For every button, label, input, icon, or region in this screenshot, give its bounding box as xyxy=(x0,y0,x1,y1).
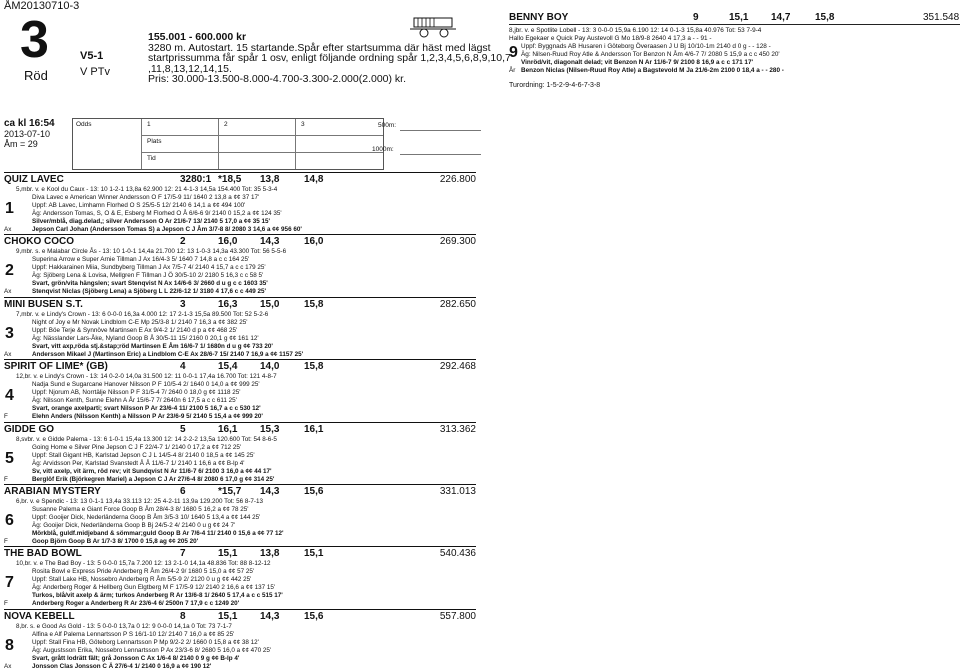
best-time: 16,0 xyxy=(304,236,324,248)
start-number: 6 xyxy=(5,512,14,529)
split-1000m-label: 1000m: xyxy=(372,146,394,153)
prize-money: 292.468 xyxy=(439,361,476,373)
entry-line: Uppf: Gooijer Dick, Nederländerna Goop B Åm 3/5-3 10/ 1640 5 13,4 a ¢¢ 144 25' xyxy=(32,514,261,521)
game-type-2: V PTv xyxy=(80,66,110,78)
example-stat: 15,8 xyxy=(815,12,835,23)
example-line: Äg: Nilsen-Ruud Roy Atle & Andersson Tor Benzon N Åm 4/6-7 7/ 2080 5 15,9 a c c 450 20' xyxy=(521,51,780,58)
example-stat: 14,7 xyxy=(771,12,791,23)
prize-money: 313.362 xyxy=(439,423,476,435)
side-mark: F xyxy=(4,413,8,421)
entry-line: Alfina e Alf Palema Lennartsson P S 16/1-10 12/ 2140 7 16,0 a ¢¢ 85 25' xyxy=(32,630,235,638)
table-divider xyxy=(218,119,219,169)
entry-line: Äg: Nässlander Lars-Åke, Nyland Goop B Å 30/5-11 15/ 2160 0 20,1 g ¢¢ 161 12' xyxy=(32,334,259,342)
entry-line: Äg: Nilsson Kenth, Sunne Elehn A År 15/6-7 7/ 2640n 6 17,5 a c c 611 25' xyxy=(32,397,237,405)
horse-entry xyxy=(4,609,476,671)
entry-line: Anderberg Roger a Anderberg R Ar 23/6-4 6/ 2500n 7 17,9 c c 1249 20' xyxy=(32,600,240,608)
start-number-odds: 4 xyxy=(180,361,186,373)
entry-line: Jepson Carl Johan (Andersson Tomas S) a Jepson C J Åm 3/7-8 8/ 2080 3 14,6 a ¢¢ 956 60' xyxy=(32,226,302,233)
track-code: Åm = 29 xyxy=(4,139,38,149)
best-time: 15,3 xyxy=(260,423,280,435)
start-number: 7 xyxy=(5,574,14,592)
horse-name: CHOKO COCO xyxy=(4,236,74,248)
entry-line: Goop Björn Goop B Ar 1/7-3 8/ 1700 0 15,8 ag ¢¢ 205 20' xyxy=(32,538,199,545)
example-horse-name: BENNY BOY xyxy=(509,12,569,23)
example-line: Hallo Egekaer e Quick Pay Austevoll G Mo 18/9-8 2640 4 17,3 a - - 91 - xyxy=(509,35,712,42)
entry-line: Berglöf Erik (Björkegren Mariel) a Jepson C J Ar 27/6-4 8/ 2080 6 17,0 g ¢¢ 314 25' xyxy=(32,475,275,483)
best-time: 16,1 xyxy=(304,423,324,435)
example-money: 351.548 xyxy=(923,12,960,23)
horse-entry xyxy=(4,484,476,546)
prize-money: 282.650 xyxy=(439,298,476,310)
horse-name: ARABIAN MYSTERY xyxy=(4,486,101,497)
start-number: 8 xyxy=(5,636,14,654)
table-divider xyxy=(141,152,383,153)
prize-money: 226.800 xyxy=(439,174,476,185)
side-mark: Ax xyxy=(4,662,12,670)
odds-label: Odds xyxy=(76,121,92,128)
horse-name: GIDDE GO xyxy=(4,423,55,435)
split-500m-label: 500m: xyxy=(378,122,397,129)
entry-line: 7,mbr. v. e Lindy's Crown - 13: 6 0-0-0 16,3a 4.000 12: 17 2-1-3 15,5a 89.500 Tot: 52 5-2-6 xyxy=(16,310,269,318)
start-number-odds: 5 xyxy=(180,423,186,435)
table-divider xyxy=(141,135,383,136)
entry-line: Superina Arrow e Super Arnie Tillman J Ax 16/4-3 5/ 1640 7 14,8 a c c 164 25' xyxy=(32,256,250,264)
divider xyxy=(509,24,960,25)
prize-money: 540.436 xyxy=(439,548,476,560)
entry-line: Uppf: AB Lavec, Limhamn Florhed O S 25/5-5 12/ 2140 6 14,1 a ¢¢ 494 100' xyxy=(32,202,246,209)
best-time: 15,1 xyxy=(304,548,324,560)
example-line: Vinröd/vit, diagonalt delad; vit Benzon N Ar 11/6-7 9/ 2100 8 16,9 a c c 171 17' xyxy=(521,59,754,66)
turordning: Turordning: 1-5-2-9-4-6-7-3-8 xyxy=(509,82,601,89)
entry-divider xyxy=(4,546,476,547)
entry-line: Andersson Mikael J (Martinson Eric) a Lindblom C-E Ax 28/6-7 15/ 2140 7 16,9 a ¢¢ 1157 25' xyxy=(32,350,304,358)
entry-line: Svart, vitt axp,röda stj.&stap;röd Martinsen E Åm 16/6-7 1/ 1680n d u g ¢¢ 733 20' xyxy=(32,342,273,350)
best-time: 14,8 xyxy=(304,174,324,185)
entry-line: Äg: Gooijer Dick, Nederländerna Goop B Bj 24/5-2 4/ 2140 0 u g ¢¢ 24 7' xyxy=(32,522,236,529)
col-1: 1 xyxy=(147,121,151,128)
entry-divider xyxy=(4,172,476,173)
race-time-block xyxy=(4,118,55,149)
entry-line: Jonsson Clas Jonsson C Ä 27/6-4 1/ 2140 0 16,9 a ¢¢ 190 12' xyxy=(32,662,212,670)
example-side-mark: År xyxy=(509,67,516,74)
entry-divider xyxy=(4,484,476,485)
best-time: 15,1 xyxy=(218,610,238,622)
race-date: 2013-07-10 xyxy=(4,129,51,139)
start-number: 3 xyxy=(5,324,14,342)
race-conditions-line: startprissumma får spår 1 osv, enligt följande ordning spår 1,2,3,4,5,6,8,9,10,7 xyxy=(148,52,511,64)
col-2: 2 xyxy=(224,121,228,128)
entry-line: Elehn Anders (Nilsson Kenth) a Nilsson P Ar 23/6-9 5/ 2140 5 15,4 a ¢¢ 999 20' xyxy=(32,413,263,421)
race-number: 3 xyxy=(20,11,49,69)
entry-divider xyxy=(4,422,476,423)
entry-line: Uppf: Njorum AB, Norrtälje Nilsson P F 31/5-4 7/ 2640 0 18,0 g ¢¢ 1118 25' xyxy=(32,389,241,397)
best-time: 15,0 xyxy=(260,298,280,310)
start-number: 1 xyxy=(5,200,14,217)
best-time: 14,0 xyxy=(260,361,280,373)
table-divider xyxy=(141,119,142,169)
horse-name: THE BAD BOWL xyxy=(4,548,82,560)
horse-entry xyxy=(4,359,476,421)
best-time: 14,3 xyxy=(260,610,280,622)
entry-line: Äg: Arvidsson Per, Karlstad Svanstedt Å Å 11/6-7 1/ 2140 1 16,6 a ¢¢ B-lp 4' xyxy=(32,459,245,467)
entry-line: 8,br. s. e Good As Gold - 13: 5 0-0-0 13,7a 0 12: 9 0-0-0 14,1a 0 Tot: 73 7-1-7 xyxy=(16,622,232,630)
entry-line: 9,mbr. s. e Malabar Circle Ås - 13: 10 1-0-1 14,4a 21.700 12: 13 1-0-3 14,3a 43.300 Tot: 56 5-5-6 xyxy=(16,248,287,256)
entry-line: Rosita Bowl e Express Pride Anderberg R Åm 26/4-2 9/ 1680 5 15,0 a ¢¢ 57 25' xyxy=(32,568,255,576)
side-mark: F xyxy=(4,475,8,483)
start-number-odds: 8 xyxy=(180,610,186,622)
best-time: 15,6 xyxy=(304,486,324,497)
horse-entry xyxy=(4,422,476,484)
example-stat: 15,1 xyxy=(729,12,749,23)
game-type: V5-1 xyxy=(80,50,104,62)
entry-line: Stenqvist Niclas (Sjöberg Lena) a Sjöberg L L 22/6-12 1/ 3180 4 17,6 c c 449 25' xyxy=(32,288,267,296)
entry-divider xyxy=(4,359,476,360)
entry-divider xyxy=(4,234,476,235)
prize-money: 331.013 xyxy=(439,486,476,497)
race-conditions-line: 3280 m. Autostart. 15 startande.Spår efter startsumma där häst med lägst xyxy=(148,41,491,54)
side-mark: Ax xyxy=(4,226,12,233)
example-start-number: 9 xyxy=(509,44,518,61)
tid-label: Tid xyxy=(147,155,156,162)
split-1000m-line xyxy=(400,154,481,155)
entry-line: 12,br. v. e Lindy's Crown - 13: 14 0-2-0 14,0a 31.500 12: 11 0-0-1 17,4a 16.700 Tot: 121 4-8-7 xyxy=(16,373,277,381)
best-time: 13,8 xyxy=(260,548,280,560)
entry-line: 8,svbr. v. e Gidde Palema - 13: 6 1-0-1 15,4a 13.300 12: 14 2-2-2 13,5a 120.600 Tot: 54 8-6-5 xyxy=(16,435,277,443)
prize-money: 269.300 xyxy=(439,236,476,248)
horse-name: QUIZ LAVEC xyxy=(4,174,64,185)
horse-entry xyxy=(4,297,476,359)
best-time: 15,4 xyxy=(218,361,238,373)
best-time: *18,5 xyxy=(218,174,242,185)
entry-line: Night of Joy e Mr Novak Lindblom C-E Mp 25/3-8 1/ 2140 7 16,3 a ¢¢ 382 25' xyxy=(32,318,248,326)
horse-name: NOVA KEBELL xyxy=(4,610,75,622)
best-time: *15,7 xyxy=(218,486,242,497)
entry-line: Uppf: Stall Fina HB, Göteborg Lennartsson P Mp 9/2-2 2/ 1660 0 15,8 a ¢¢ 38 12' xyxy=(32,638,259,646)
start-number: 4 xyxy=(5,387,14,405)
best-time: 16,0 xyxy=(218,236,238,248)
start-number: 2 xyxy=(5,262,14,280)
col-3: 3 xyxy=(301,121,305,128)
entry-line: Svart, orange axelparti; svart Nilsson P Ar 23/6-4 11/ 2100 5 16,7 a c c 530 12' xyxy=(32,405,261,413)
side-mark: F xyxy=(4,600,8,608)
start-number-odds: 3 xyxy=(180,298,186,310)
horse-entry xyxy=(4,172,476,234)
entry-line: Susanne Palema e Giant Force Goop B Åm 28/4-3 8/ 1680 5 16,2 a ¢¢ 78 25' xyxy=(32,506,249,513)
horse-name: MINI BUSEN S.T. xyxy=(4,298,83,310)
plats-label: Plats xyxy=(147,138,162,145)
entry-line: Äg: Sjöberg Lena & Lovisa, Mellgren F Tillman J Ö 30/5-10 2/ 2180 5 16,3 c c 58 5' xyxy=(32,272,264,280)
entry-divider xyxy=(4,297,476,298)
entry-line: 10,br. v. e The Bad Boy - 13: 5 0-0-0 15,7a 7.200 12: 13 2-1-0 14,1a 48.836 Tot: 88 8-12-12 xyxy=(16,560,271,568)
best-time: 13,8 xyxy=(260,174,280,185)
entry-line: Äg: Anderberg Roger & Hellberg Gun Elgtberg M F 17/5-9 12/ 2140 2 16,6 a ¢¢ 137 15' xyxy=(32,584,276,592)
entry-divider xyxy=(4,609,476,610)
sulky-icon xyxy=(408,15,458,39)
best-time: 15,8 xyxy=(304,361,324,373)
start-number-odds: 2 xyxy=(180,236,186,248)
entry-line: Uppf: Stall Gigant HB, Karlstad Jepson C J L 14/5-4 8/ 2140 0 18,5 a ¢¢ 145 25' xyxy=(32,451,255,459)
best-time: 15,8 xyxy=(304,298,324,310)
table-divider xyxy=(295,119,296,169)
entry-line: Turkos, blå/vit axelp & ärm; turkos Anderberg R Ar 13/6-8 1/ 2640 5 17,4 a c c 515 17' xyxy=(32,592,283,600)
example-line: 8,jbr. v. e Spotlite Lobell - 13: 3 0-0-0 15,9a 6.190 12: 14 0-1-3 15,8a 40.976 Tot: 53 7-9-4 xyxy=(509,27,762,34)
entry-line: Mörkblå, guldf.midjeband & sömmar;guld Goop B Ar 7/6-4 11/ 2140 0 15,6 a ¢¢ 77 12' xyxy=(32,530,284,537)
side-mark: Ax xyxy=(4,350,12,358)
entry-line: Uppf: Böe Terje & Synnöve Martinsen E Ax 9/4-2 1/ 2140 d p a ¢¢ 468 25' xyxy=(32,326,238,334)
start-time: ca kl 16:54 xyxy=(4,118,55,129)
horse-name: SPIRIT OF LIME* (GB) xyxy=(4,361,108,373)
side-mark: Ax xyxy=(4,288,12,296)
entry-line: Going Home e Silver Pine Jepson C J F 22/4-7 1/ 2140 0 17,2 a ¢¢ 712 25' xyxy=(32,443,242,451)
split-500m-line xyxy=(400,130,481,131)
best-time: 16,1 xyxy=(218,423,238,435)
entry-line: Nadja Sund e Sugarcane Hanover Nilsson P F 10/5-4 2/ 1640 0 14,0 a ¢¢ 999 25' xyxy=(32,381,260,389)
best-time: 14,3 xyxy=(260,236,280,248)
race-info xyxy=(148,32,511,85)
side-mark: F xyxy=(4,538,8,545)
entry-line: Diva Lavec e American Winner Andersson O F 17/5-9 11/ 1640 2 13,8 a ¢¢ 37 17' xyxy=(32,194,260,201)
best-time: 15,6 xyxy=(304,610,324,622)
start-number-odds: 3280:1 xyxy=(180,174,212,185)
prize-range: 155.001 - 600.000 kr xyxy=(148,31,247,43)
race-conditions-line: ,11,8,13,12,14,15. xyxy=(148,62,232,75)
horse-entry xyxy=(4,234,476,296)
start-number-odds: 6 xyxy=(180,486,186,497)
example-horse-number: 9 xyxy=(693,12,699,23)
prize-money: 557.800 xyxy=(439,610,476,622)
example-line: Benzon Niclas (Nilsen-Ruud Roy Atle) a Bagstevold M Ja 21/6-2m 2100 0 18,4 a - - 280 - xyxy=(521,67,784,74)
entry-line: Svart, grått lodrätt fält; grå Jonsson C Ax 1/6-4 8/ 2140 0 9 g ¢¢ B-lp 4' xyxy=(32,654,240,662)
results-table xyxy=(72,118,384,170)
example-line: Uppf: Byggnads AB Husaren i Göteborg Överaasen J U Bj 10/10-1m 2140 d 0 g - - 128 - xyxy=(521,43,771,50)
track-color-label: Röd xyxy=(24,68,48,83)
start-number: 5 xyxy=(5,449,14,467)
document-id: ÅM20130710-3 xyxy=(4,0,80,12)
best-time: 14,3 xyxy=(260,486,280,497)
entry-line: Äg: Andersson Tomas, S, O & E, Esberg M Florhed O Å 6/6-6 9/ 2140 0 15,2 a ¢¢ 124 35' xyxy=(32,210,282,217)
entry-line: Uppf: Stall Lake HB, Nossebro Anderberg R Åm 5/5-9 2/ 2120 0 u g ¢¢ 442 25' xyxy=(32,576,252,584)
entry-line: 5,mbr. v. e Kool du Caux - 13: 10 1-2-1 13,8a 62.900 12: 21 4-1-3 14,5a 154.400 Tot: 35 5-3-4 xyxy=(16,186,278,193)
entry-line: 6,br. v. e Spendic - 13: 13 0-1-1 13,4a 33.113 12: 25 4-2-11 13,9a 129.200 Tot: 56 8-7-13 xyxy=(16,498,264,505)
best-time: 16,3 xyxy=(218,298,238,310)
entry-line: Sv, vitt axelp, vit ärm, röd rev; vit Sundqvist N Ar 11/6-7 6/ 2100 3 16,0 a ¢¢ 44 17' xyxy=(32,467,272,475)
prize-breakdown: Pris: 30.000-13.500-8.000-4.700-3.300-2.000(2.000) kr. xyxy=(148,73,407,85)
entry-line: Svart, grön/vita hängslen; svart Stenqvist N Ax 14/6-6 3/ 2660 d u g c c 1603 35' xyxy=(32,280,268,288)
horse-entry xyxy=(4,546,476,608)
start-number-odds: 7 xyxy=(180,548,186,560)
entry-line: Silver/mblå, diag.delad,; silver Andersson O Ar 21/6-7 13/ 2140 5 17,0 a ¢¢ 35 15' xyxy=(32,218,270,225)
best-time: 15,1 xyxy=(218,548,238,560)
entry-line: Uppf: Hakkarainen Miia, Sundbyberg Tillman J Ax 7/5-7 4/ 2140 4 15,7 a c c 179 25' xyxy=(32,264,266,272)
entry-line: Äg: Augustsson Erika, Nossebro Lennartsson P Ax 23/3-6 8/ 2680 5 16,0 a ¢¢ 470 25' xyxy=(32,646,272,654)
